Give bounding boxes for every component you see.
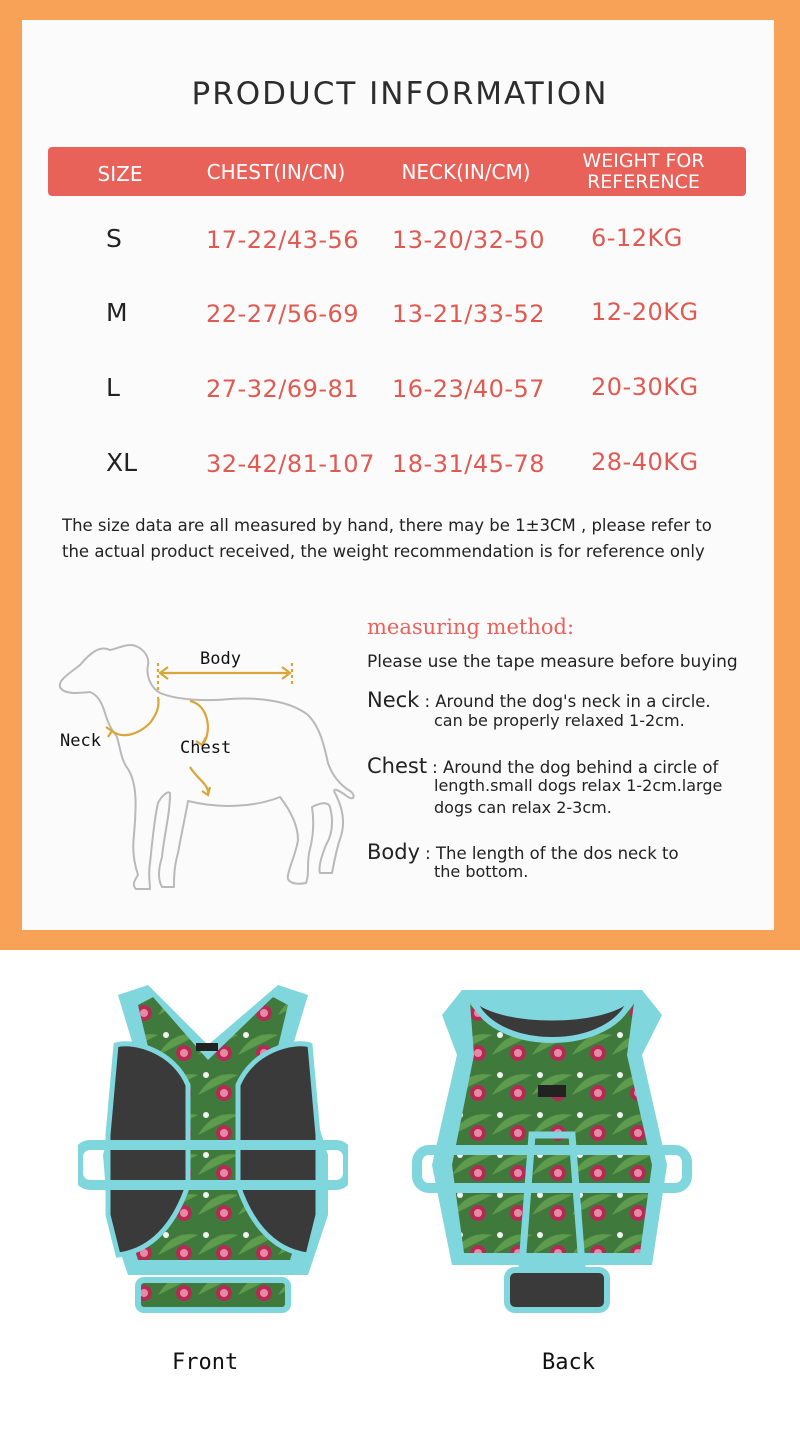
row-chest: 17-22/43-56 — [206, 226, 360, 254]
row-chest: 22-27/56-69 — [206, 300, 360, 328]
row-neck: 13-21/33-52 — [392, 300, 546, 328]
header-neck: NECK(IN/CM) — [401, 160, 531, 184]
neck-instruction-label: Neck — [367, 688, 420, 712]
row-weight: 12-20KG — [591, 298, 699, 326]
chest-instruction-line1: : Around the dog behind a circle of — [432, 758, 719, 777]
back-harness-shape — [417, 990, 687, 1310]
diagram-body-label: Body — [200, 649, 241, 669]
table-row — [0, 224, 800, 264]
chest-instruction-line3: dogs can relax 2-3cm. — [434, 798, 612, 817]
measuring-method-intro: Please use the tape measure before buying — [367, 652, 738, 672]
neck-instruction — [367, 688, 767, 712]
measurement-note — [62, 513, 762, 565]
body-instruction-line1: : The length of the dos neck to — [425, 844, 679, 863]
measure-arrows — [106, 663, 292, 795]
row-size: S — [106, 224, 122, 253]
harness-front-image — [78, 985, 348, 1325]
row-chest: 27-32/69-81 — [206, 375, 360, 403]
header-chest: CHEST(IN/CN) — [206, 160, 346, 184]
body-instruction-line2: the bottom. — [434, 862, 529, 881]
note-line-1: The size data are all measured by hand, there may be 1±3CM , please refer to — [62, 516, 712, 535]
table-row — [0, 373, 800, 413]
row-neck: 18-31/45-78 — [392, 450, 546, 478]
front-label: Front — [172, 1350, 239, 1375]
row-weight: 6-12KG — [591, 224, 683, 252]
neck-instruction-line2: can be properly relaxed 1-2cm. — [434, 711, 685, 730]
back-label: Back — [542, 1350, 595, 1375]
row-neck: 13-20/32-50 — [392, 226, 546, 254]
header-weight — [566, 151, 721, 193]
header-weight-line2: REFERENCE — [587, 171, 700, 193]
body-instruction-label: Body — [367, 840, 421, 864]
chest-instruction-label: Chest — [367, 754, 428, 778]
row-weight: 20-30KG — [591, 373, 699, 401]
page-title: PRODUCT INFORMATION — [191, 76, 609, 112]
row-weight: 28-40KG — [591, 448, 699, 476]
neck-arrow — [112, 697, 159, 735]
body-instruction — [367, 840, 767, 864]
chest-instruction — [367, 754, 767, 778]
diagram-neck-label: Neck — [60, 731, 101, 751]
note-line-2: the actual product received, the weight recommendation is for reference only — [62, 542, 705, 561]
diagram-chest-label: Chest — [180, 738, 232, 758]
chest-instruction-line2: length.small dogs relax 1-2cm.large — [434, 776, 723, 795]
row-size: L — [106, 373, 120, 402]
table-row — [0, 448, 800, 488]
row-chest: 32-42/81-107 — [206, 450, 375, 478]
front-harness-shape — [78, 985, 348, 1310]
header-weight-line1: WEIGHT FOR — [582, 150, 705, 172]
table-row — [0, 298, 800, 338]
row-size: M — [106, 298, 128, 327]
row-size: XL — [106, 448, 138, 477]
dog-measure-diagram — [50, 635, 360, 900]
row-neck: 16-23/40-57 — [392, 375, 546, 403]
harness-back-image — [412, 985, 692, 1325]
measuring-method-title: measuring method: — [367, 615, 575, 639]
header-size: SIZE — [97, 162, 143, 186]
neck-instruction-line1: : Around the dog's neck in a circle. — [424, 692, 711, 711]
dog-outline — [60, 645, 354, 889]
